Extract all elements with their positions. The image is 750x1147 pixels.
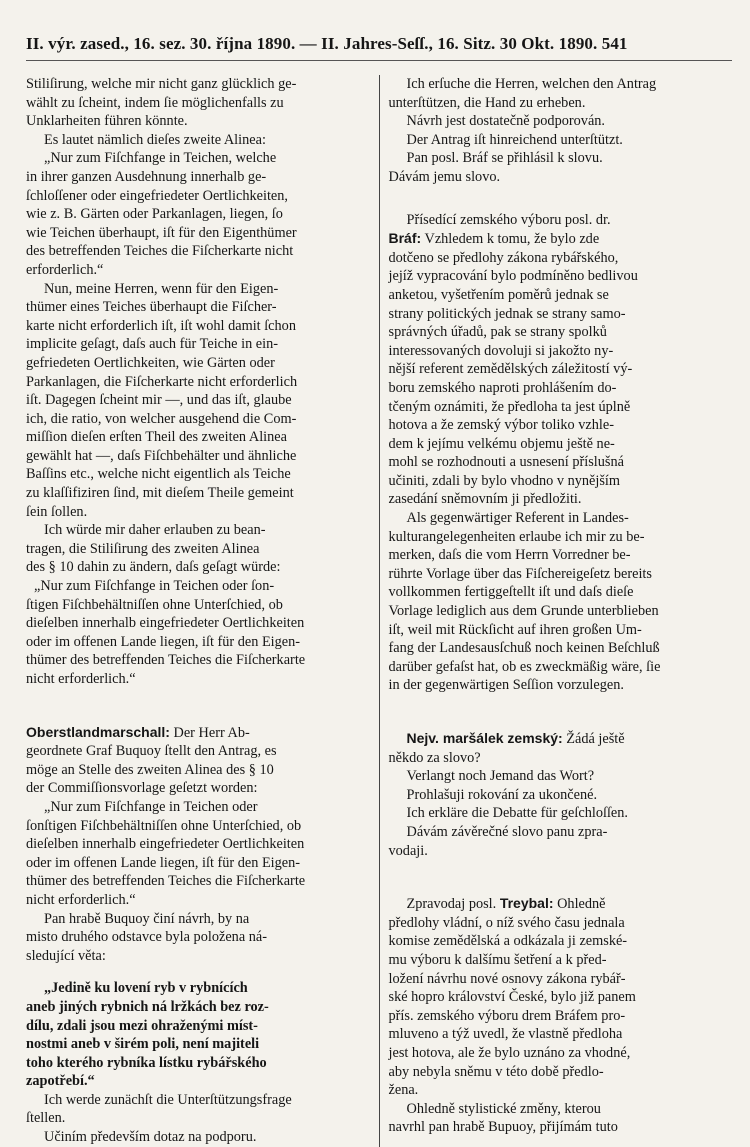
speaker-name: Oberstlandmarschall: [26, 723, 170, 740]
quote: „Nur zum Fiſchfange in Teichen oder ſonſtigen Fiſchbehältniſſen ohne Unterſchied, ob dieſelben innerhalb eingefriedeter Oertlichkeiten oder im offenen Lande liegen, iſt für den Eigen- thümer des betreffenden Teiches die Fiſcherkarte nicht erforderlich.“ [26, 798, 306, 908]
speech-text: Vzhledem k tomu, že bylo zde dotčeno se předlohy zákona rybářského, jejíž vypracování bylo podmíněno bedlivou anketou, vyšetřením poměrů jednak se strany politických jednak se strany samo- správných úřadů, pak se strany spolků interessovaných dovoluji si jakožto ny- nější referent zemědělských záležitostí vý- boru zemského naproti prohlášením do- tčeným oznámiti, že předloha ta jest úplně hotova a že zemský výbor toliko vzhle- dem k jejímu velkému objemu ještě ne- mohl se rozhodnouti a usnesení příslušná učiniti, zdali by bylo vhodno v nynějším zasedání sněmovním ji předložiti. [388, 231, 638, 508]
quote: „Nur zum Fiſchfange in Teichen oder ſon- ſtigen Fiſchbehältniſſen ohne Unterſchied, ob dieſelben innerhalb eingefriedeter Oertlichkeiten oder im offenen Lande liegen, iſt für den Eigen- thümer des betreffenden Teiches die Fiſcherkarte nicht erforderlich.“ [26, 578, 306, 687]
paragraph: Ich würde mir daher erlauben zu bean- tragen, die Stiliſirung des zweiten Alinea des § 10 dahin zu ändern, daſs geſagt würde: [26, 522, 281, 576]
speaker-name: Treybal: [499, 895, 554, 912]
right-column [380, 75, 733, 1147]
left-column [26, 75, 380, 1147]
speaker-name: Bráf: [388, 230, 422, 247]
speech-lead: Zpravodaj posl. [406, 896, 500, 913]
header-text: II. výr. zased., 16. sez. 30. října 1890. — II. Jahres-Seſſ., 16. Sitz. 30 Okt. 1890. 541 [26, 34, 628, 53]
spacer [389, 187, 733, 211]
paragraph: Verlangt noch Jemand das Wort? [406, 768, 595, 785]
page-header [26, 34, 732, 61]
speech-text: Žádá ještě někdo za slovo? [388, 731, 625, 766]
speech [389, 729, 733, 767]
paragraph: Pan posl. Bráf se přihlásil k slovu. Dávám jemu slovo. [388, 150, 603, 185]
paragraph: Ich erkläre die Debatte für geſchloſſen. [406, 805, 628, 822]
paragraph: Návrh jest dostatečně podporován. [406, 113, 606, 130]
paragraph: Učiním především dotaz na podporu. [44, 1129, 257, 1146]
spacer [26, 965, 370, 979]
paragraph: Prohlašuji rokování za ukončené. [406, 786, 598, 803]
quote: „Nur zum Fiſchfange in Teichen, welche in ihrer ganzen Ausdehnung innerhalb ge- ſchloſſener oder eingefriedeter Oertlichkeiten, wie z. B. Gärten oder Parkanlagen, liegen, ſo wie Teichen überhaupt, iſt für den Eigenthümer des betreffenden Teiches die Fiſcherkarte nicht erforderlich.“ [26, 150, 297, 278]
spacer [389, 860, 733, 894]
paragraph: Es lautet nämlich dieſes zweite Alinea: [44, 131, 266, 148]
paragraph: Als gegenwärtiger Referent in Landes- kulturangelegenheiten erlaube ich mir zu be- merken, daſs die vom Herrn Vorredner be- rührte Vorlage über das Fiſchereigeſetz bereits vollkommen fertiggeſtellt iſt und daſs dieſe Vorlage lediglich aus dem Grunde unterblieben iſt, weil mit Rückſicht auf ihren großen Um- fang der Landesausſchuß noch keinen Beſchluß darüber gefaſst hat, ob es zweckmäßig wäre, ſie in der gegenwärtigen Seſſion vorzulegen. [388, 510, 661, 694]
paragraph: Pan hrabě Buquoy činí návrh, by na misto druhého odstavce byla položena ná- sledující věta: [26, 910, 267, 964]
speaker-name: Nejv. maršálek zemský: [406, 730, 563, 746]
spacer [389, 695, 733, 729]
speech-lead: Přísedící zemského výboru posl. dr. [406, 211, 611, 228]
paragraph: Ich werde zunächſt die Unterſtützungsfrage ſtellen. [26, 1091, 292, 1127]
paragraph: Stiliſirung, welche mir nicht ganz glücklich ge- wählt zu ſcheint, indem ſie möglichenfalls zu Unklarheiten führen könnte. [26, 76, 297, 130]
speech [26, 723, 370, 798]
speech [389, 211, 733, 510]
paragraph: Nun, meine Herren, wenn für den Eigen- thümer eines Teiches überhaupt die Fiſcher- karte nicht erforderlich iſt, iſt wohl damit ſchon implicite geſagt, daſs auch für Teiche in ein- gefriedeten Oertlichkeiten, wie Gärten oder Parkanlagen, die Fiſcherkarte nicht erforderlich iſt. Dagegen ſcheint mir —, und das iſt, glaube ich, die ratio, von welcher ausgehend die Com- miſſion dieſen erſten Theil des zweiten Alinea gewählt hat —, daſs Fiſchbehälter und ähnliche Baſſins etc., welche nicht eigentlich als Teiche zu klaſſifiziren ſind, mit dieſem Theile gemeint ſein ſollen. [26, 280, 298, 520]
paragraph: Ohledně stylistické změny, kterou navrhl pan hrabě Bupuoy, přijímám tuto [388, 1100, 618, 1136]
paragraph: Ich erſuche die Herren, welchen den Antrag unterſtützen, die Hand zu erheben. [388, 76, 657, 111]
quote: „Jedině ku lovení ryb v rybnících aneb jiných rybnich ná lržkách bez roz- dílu, zdali jsou mezi ohraženými míst- nostmi aneb v širém poli, není majiteli toho kterého rybníka lístku rybářského zapotřebí.“ [26, 980, 269, 1090]
text-columns [26, 75, 732, 1147]
paragraph: Dávám závěrečné slovo panu zpra- vodaji. [388, 823, 608, 859]
paragraph: Der Antrag iſt hinreichend unterſtützt. [406, 131, 623, 148]
spacer [26, 689, 370, 723]
speech-text: Der Herr Ab- geordnete Graf Buquoy ſtellt den Antrag, es möge an Stelle des zweiten Alinea des § 10 der Commiſſionsvorlage geſetzt worden: [26, 724, 277, 797]
speech-text: Ohledně předlohy vládní, o níž svého času jednala komise zemědělská a odkázala ji zemské- mu výboru k dalšímu šetření a k před- ložení návrhu nové osnovy zákona rybář- ské hopro království České, bylo již panem přís. zemského výboru drem Bráfem pro- mluveno a týž uvedl, že vlastně předloha jest hotova, ale že bylo uznáno za vhodné, aby nebyla sněmu v této době předlo- žena. [388, 896, 636, 1099]
speech [389, 894, 733, 1100]
